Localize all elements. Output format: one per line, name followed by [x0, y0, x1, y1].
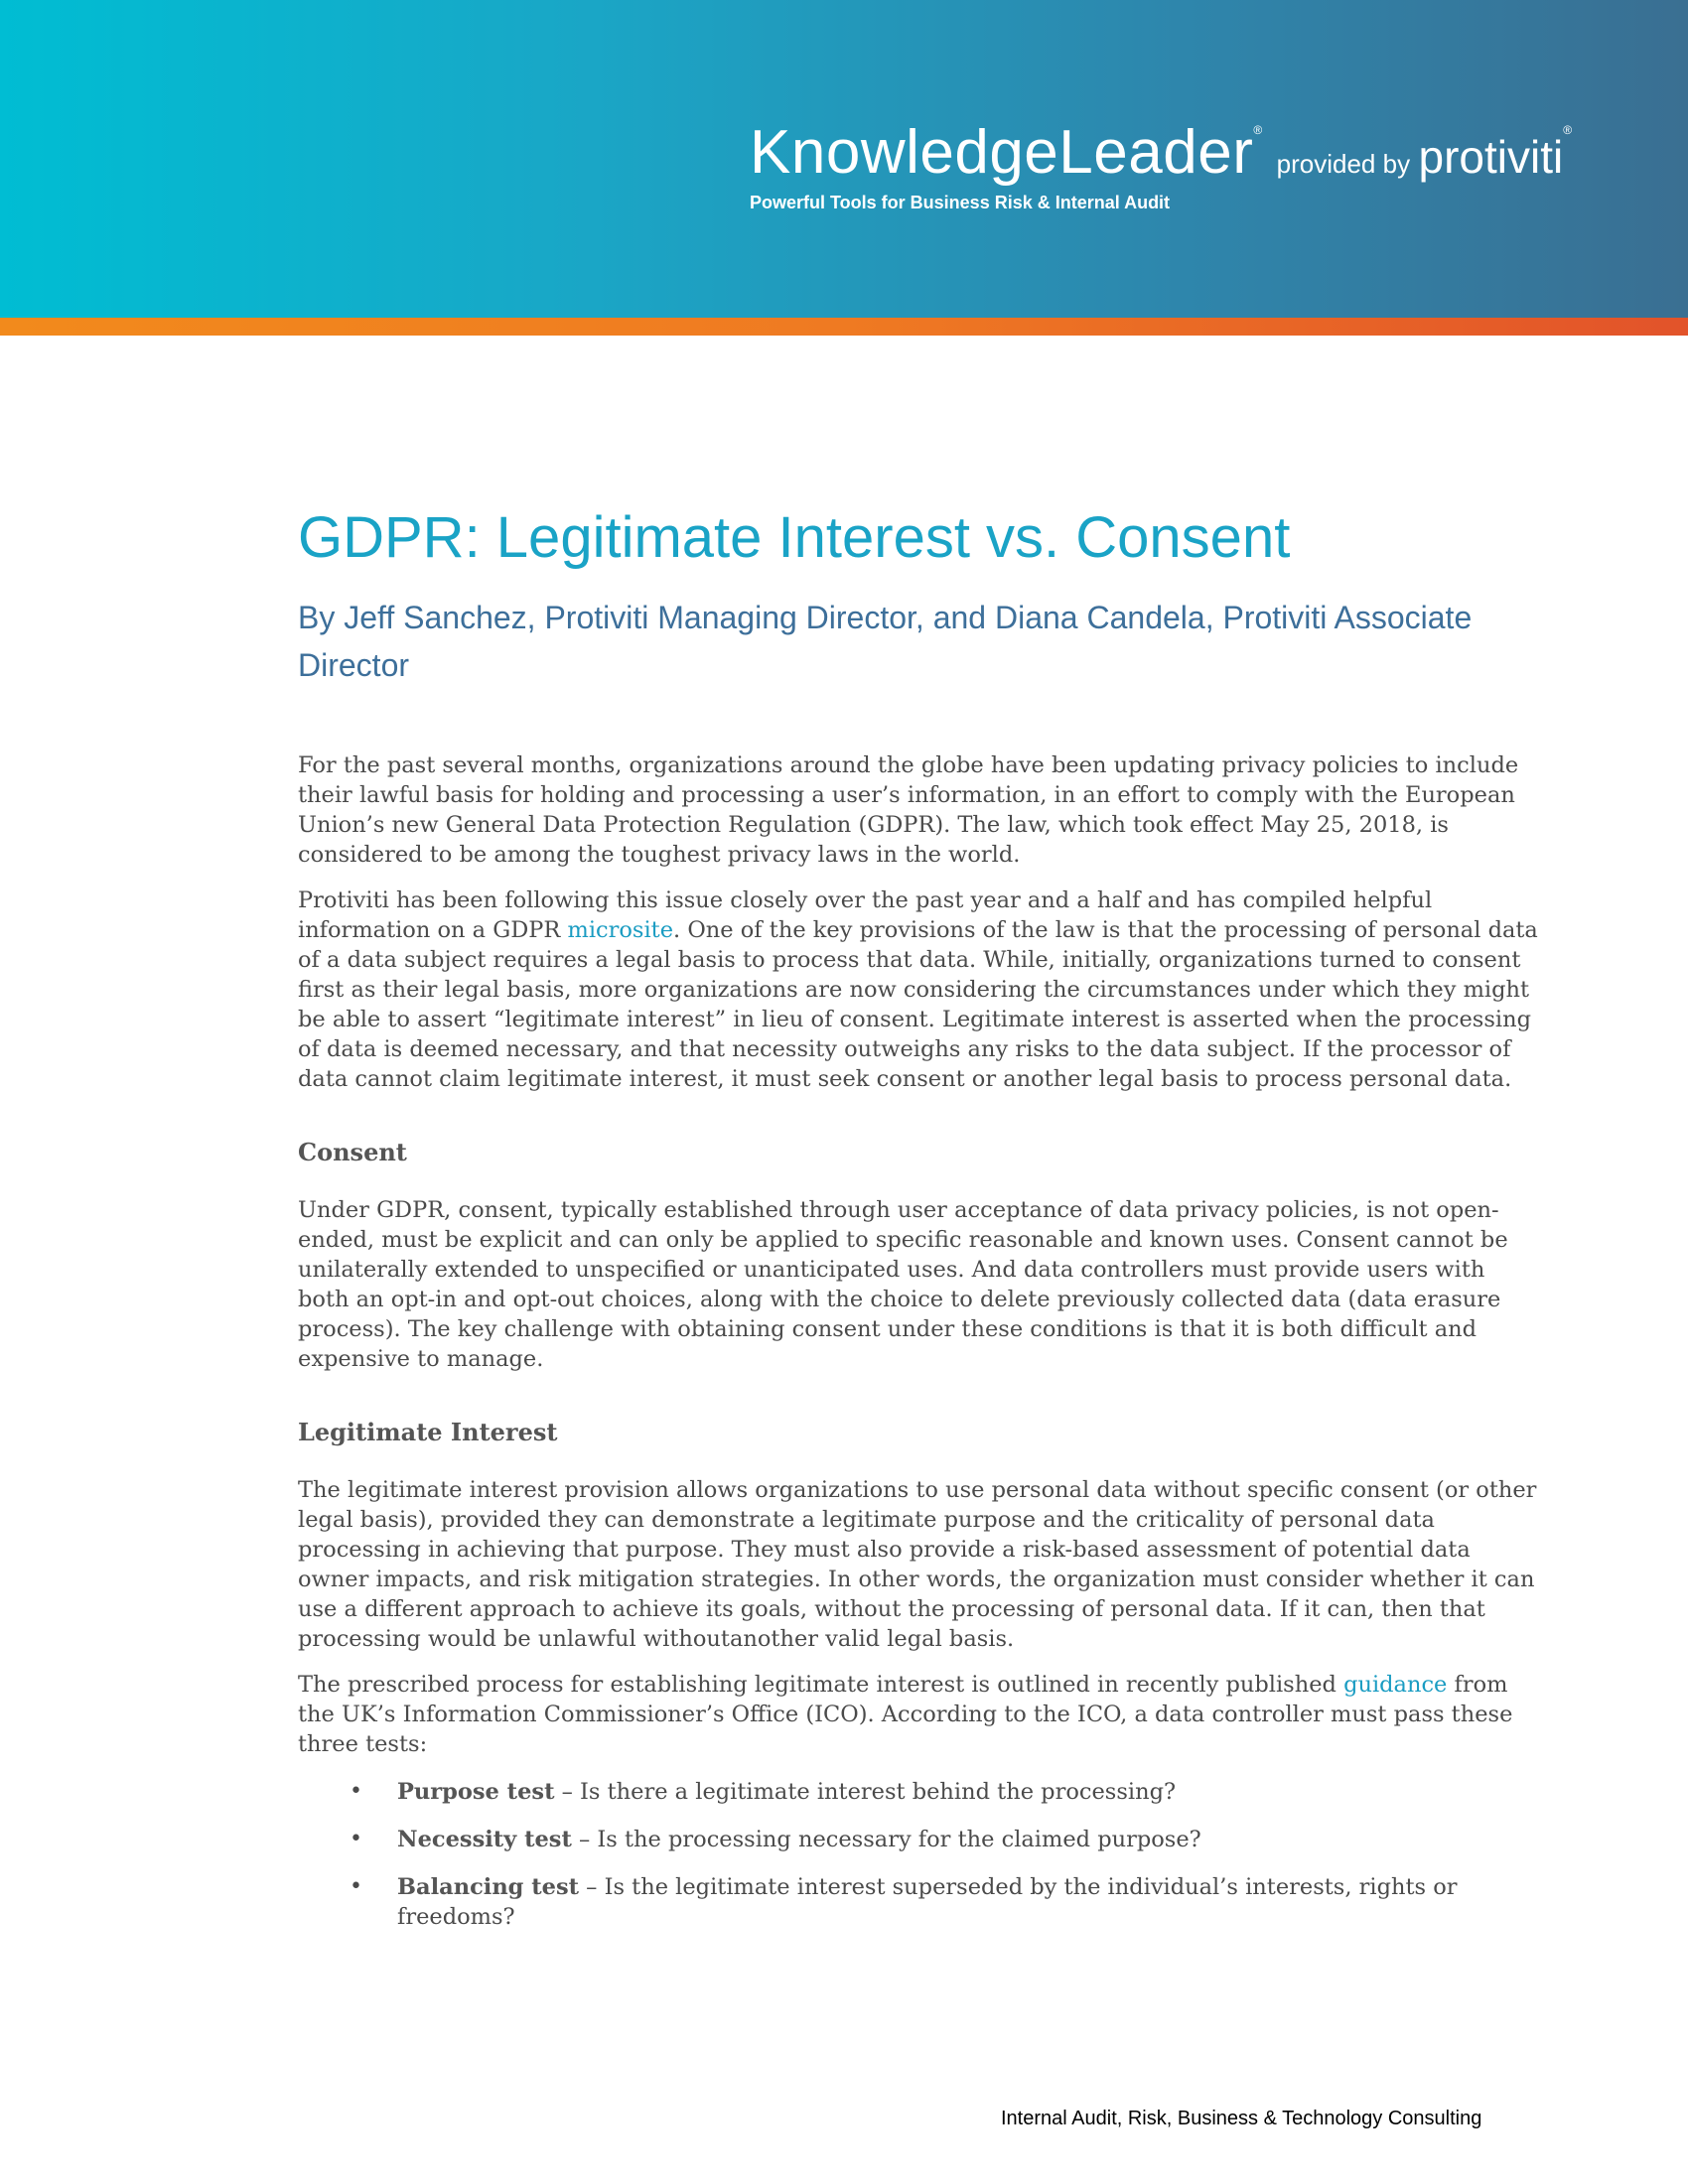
consent-heading: Consent [298, 1138, 407, 1166]
page-title: GDPR: Legitimate Interest vs. Consent [298, 505, 1291, 570]
test-description: – Is there a legitimate interest behind the processing? [554, 1779, 1177, 1805]
article-body [298, 751, 1539, 1950]
legitimate-interest-heading: Legitimate Interest [298, 1418, 558, 1446]
test-description: – Is the processing necessary for the claimed purpose? [571, 1827, 1201, 1852]
test-name: Purpose test [397, 1779, 555, 1805]
list-item [298, 1777, 1539, 1807]
article-byline: By Jeff Sanchez, Protiviti Managing Director, and Diana Candela, Protiviti Associate Director [298, 600, 1473, 683]
company-registered-mark: ® [1563, 123, 1573, 137]
brand-tagline: Powerful Tools for Business Risk & Internal Audit [750, 193, 1171, 212]
li-paragraph-2-end: from the UK’s Information Commissioner’s Office (ICO). According to the ICO, a data controller must pass these three tests: [298, 1672, 1513, 1757]
brand-provided-by: provided by [1276, 149, 1411, 179]
bullet-icon: • [350, 1827, 362, 1851]
consent-paragraph: Under GDPR, consent, typically established through user acceptance of data privacy policies, is not open-ended, must be explicit and can only be applied to specific reasonable and known uses. Consent cannot be unilaterally extended to unspecified or unanticipated uses. And data controllers must provide users with both an opt-in and opt-out choices, along with the choice to delete previously collected data (data erasure process). The key challenge with obtaining consent under these conditions is that it is both difficult and expensive to manage. [298, 1197, 1508, 1372]
test-name: Balancing test [397, 1874, 580, 1900]
brand-logo [750, 117, 1572, 188]
intro-paragraph-2-end: . One of the key provisions of the law is that the processing of personal data of a data subject requires a legal basis to process that data. While, initially, organizations turned to consent first as their legal basis, more organizations are now considering the circumstances under which they might be able to assert “legitimate interest” in lieu of consent. Legitimate interest is asserted when the processing of data is deemed necessary, and that necessity outweighs any risks to the data subject. If the processor of data cannot claim legitimate interest, it must seek consent or another legal basis to process personal data. [298, 917, 1538, 1092]
three-tests-list [298, 1777, 1539, 1932]
intro-paragraph-2-start: Protiviti has been following this issue closely over the past year and a half and has compiled helpful information on a GDPR [298, 887, 1433, 943]
list-item [298, 1825, 1539, 1854]
li-paragraph-2-start: The prescribed process for establishing legitimate interest is outlined in recently published [298, 1672, 1344, 1698]
guidance-link[interactable]: guidance [1343, 1672, 1448, 1698]
list-item [298, 1872, 1539, 1932]
header-accent-stripe [0, 318, 1688, 336]
brand-registered-mark: ® [1253, 123, 1263, 137]
brand-company: protiviti [1418, 131, 1564, 183]
page-footer: Internal Audit, Risk, Business & Technology Consulting [1001, 2108, 1482, 2129]
legitimate-interest-paragraph-2 [298, 1670, 1539, 1759]
legitimate-interest-paragraph-1: The legitimate interest provision allows organizations to use personal data without specific consent (or other legal basis), provided they can demonstrate a legitimate purpose and the criticality of personal data processing in achieving that purpose. They must also provide a risk-based assessment of potential data owner impacts, and risk mitigation strategies. In other words, the organization must consider whether it can use a different approach to achieve its goals, without the processing of personal data. If it can, then that processing would be unlawful withoutanother valid legal basis. [298, 1477, 1537, 1652]
microsite-link[interactable]: microsite [567, 917, 674, 943]
bullet-icon: • [350, 1874, 362, 1899]
bullet-icon: • [350, 1779, 362, 1804]
intro-paragraph-2 [298, 886, 1539, 1094]
intro-paragraph-1: For the past several months, organizations around the globe have been updating privacy policies to include their lawful basis for holding and processing a user’s information, in an effort to comply with the European Union’s new General Data Protection Regulation (GDPR). The law, which took effect May 25, 2018, is considered to be among the toughest privacy laws in the world. [298, 752, 1519, 868]
brand-name: KnowledgeLeader [750, 118, 1254, 187]
test-name: Necessity test [397, 1827, 572, 1852]
test-description: – Is the legitimate interest superseded by the individual’s interests, rights or freedoms? [397, 1874, 1458, 1930]
